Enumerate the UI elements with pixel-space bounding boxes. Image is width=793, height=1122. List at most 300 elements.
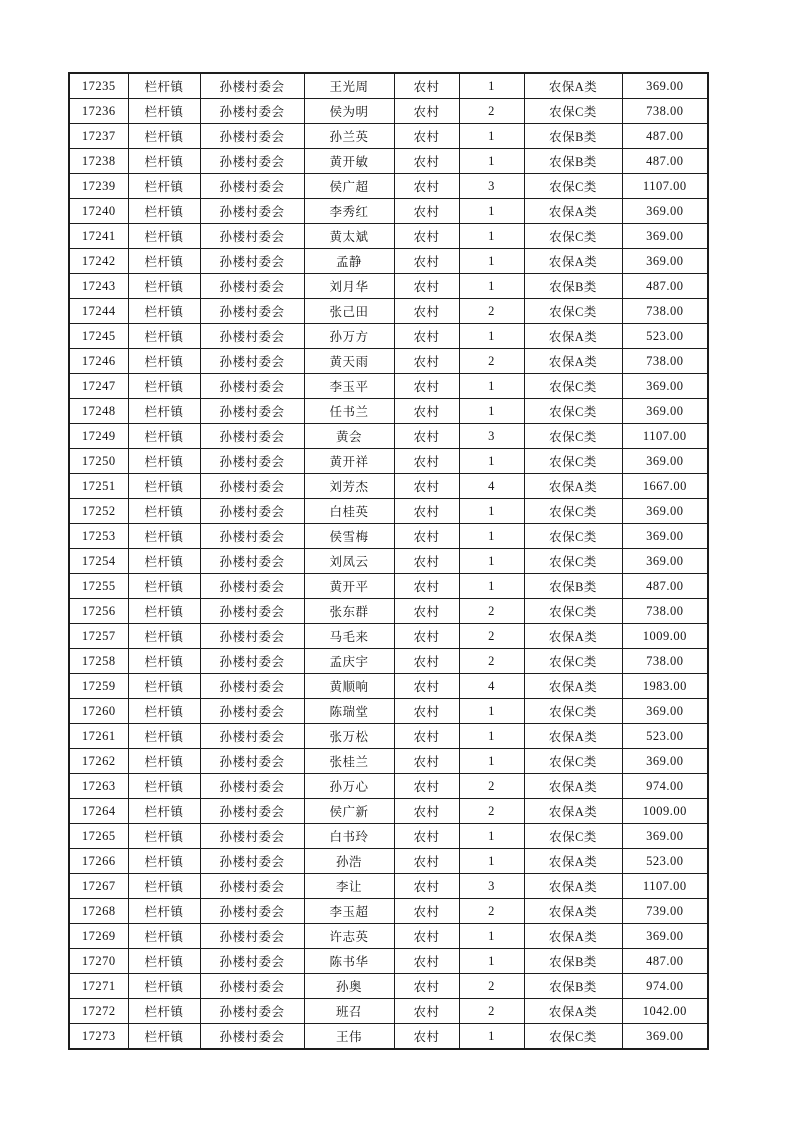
cell-village-committee: 孙楼村委会 bbox=[200, 174, 304, 199]
cell-village-committee: 孙楼村委会 bbox=[200, 774, 304, 799]
cell-residence-type: 农村 bbox=[394, 499, 459, 524]
cell-residence-type: 农村 bbox=[394, 724, 459, 749]
cell-person-count: 2 bbox=[459, 999, 524, 1024]
cell-person-count: 2 bbox=[459, 624, 524, 649]
cell-village-committee: 孙楼村委会 bbox=[200, 624, 304, 649]
cell-insurance-category: 农保A类 bbox=[524, 674, 622, 699]
cell-serial-number: 17248 bbox=[69, 399, 128, 424]
table-row bbox=[69, 599, 708, 624]
table-row bbox=[69, 624, 708, 649]
table-row bbox=[69, 674, 708, 699]
cell-residence-type: 农村 bbox=[394, 549, 459, 574]
cell-person-name: 黄天雨 bbox=[304, 349, 394, 374]
cell-person-name: 李让 bbox=[304, 874, 394, 899]
cell-serial-number: 17261 bbox=[69, 724, 128, 749]
cell-insurance-category: 农保A类 bbox=[524, 199, 622, 224]
cell-insurance-category: 农保C类 bbox=[524, 99, 622, 124]
cell-insurance-category: 农保C类 bbox=[524, 174, 622, 199]
cell-amount: 739.00 bbox=[622, 899, 708, 924]
cell-person-count: 3 bbox=[459, 874, 524, 899]
table-row bbox=[69, 649, 708, 674]
cell-residence-type: 农村 bbox=[394, 424, 459, 449]
cell-person-name: 黄开祥 bbox=[304, 449, 394, 474]
cell-village-committee: 孙楼村委会 bbox=[200, 249, 304, 274]
cell-person-name: 张桂兰 bbox=[304, 749, 394, 774]
table-row bbox=[69, 749, 708, 774]
cell-amount: 369.00 bbox=[622, 1024, 708, 1050]
cell-person-count: 2 bbox=[459, 299, 524, 324]
cell-residence-type: 农村 bbox=[394, 624, 459, 649]
cell-person-name: 白书玲 bbox=[304, 824, 394, 849]
table-row bbox=[69, 899, 708, 924]
cell-person-count: 2 bbox=[459, 649, 524, 674]
cell-person-name: 张万松 bbox=[304, 724, 394, 749]
cell-person-name: 张东群 bbox=[304, 599, 394, 624]
cell-serial-number: 17250 bbox=[69, 449, 128, 474]
cell-village-committee: 孙楼村委会 bbox=[200, 1024, 304, 1050]
cell-amount: 369.00 bbox=[622, 199, 708, 224]
cell-residence-type: 农村 bbox=[394, 324, 459, 349]
cell-person-count: 1 bbox=[459, 849, 524, 874]
table-row bbox=[69, 174, 708, 199]
cell-person-name: 侯雪梅 bbox=[304, 524, 394, 549]
cell-person-count: 2 bbox=[459, 774, 524, 799]
cell-amount: 1983.00 bbox=[622, 674, 708, 699]
cell-amount: 1009.00 bbox=[622, 799, 708, 824]
cell-residence-type: 农村 bbox=[394, 299, 459, 324]
cell-person-name: 陈书华 bbox=[304, 949, 394, 974]
table-row bbox=[69, 549, 708, 574]
cell-person-name: 黄顺响 bbox=[304, 674, 394, 699]
cell-town: 栏杆镇 bbox=[128, 374, 200, 399]
cell-amount: 738.00 bbox=[622, 649, 708, 674]
cell-serial-number: 17235 bbox=[69, 73, 128, 99]
cell-village-committee: 孙楼村委会 bbox=[200, 374, 304, 399]
cell-residence-type: 农村 bbox=[394, 599, 459, 624]
cell-person-name: 刘凤云 bbox=[304, 549, 394, 574]
cell-village-committee: 孙楼村委会 bbox=[200, 524, 304, 549]
cell-person-count: 1 bbox=[459, 449, 524, 474]
cell-village-committee: 孙楼村委会 bbox=[200, 999, 304, 1024]
cell-amount: 738.00 bbox=[622, 299, 708, 324]
cell-serial-number: 17241 bbox=[69, 224, 128, 249]
cell-person-name: 李秀红 bbox=[304, 199, 394, 224]
cell-insurance-category: 农保C类 bbox=[524, 699, 622, 724]
cell-village-committee: 孙楼村委会 bbox=[200, 449, 304, 474]
cell-village-committee: 孙楼村委会 bbox=[200, 824, 304, 849]
cell-person-name: 黄开敏 bbox=[304, 149, 394, 174]
cell-serial-number: 17266 bbox=[69, 849, 128, 874]
table-row bbox=[69, 824, 708, 849]
cell-person-count: 1 bbox=[459, 149, 524, 174]
cell-person-count: 1 bbox=[459, 824, 524, 849]
cell-village-committee: 孙楼村委会 bbox=[200, 924, 304, 949]
cell-insurance-category: 农保C类 bbox=[524, 649, 622, 674]
cell-person-count: 2 bbox=[459, 974, 524, 999]
cell-amount: 974.00 bbox=[622, 774, 708, 799]
cell-insurance-category: 农保C类 bbox=[524, 499, 622, 524]
cell-person-name: 孙万心 bbox=[304, 774, 394, 799]
table-row bbox=[69, 1024, 708, 1050]
cell-person-name: 李玉超 bbox=[304, 899, 394, 924]
cell-insurance-category: 农保B类 bbox=[524, 124, 622, 149]
cell-village-committee: 孙楼村委会 bbox=[200, 124, 304, 149]
cell-person-count: 2 bbox=[459, 99, 524, 124]
cell-residence-type: 农村 bbox=[394, 799, 459, 824]
cell-amount: 369.00 bbox=[622, 224, 708, 249]
cell-amount: 369.00 bbox=[622, 749, 708, 774]
cell-town: 栏杆镇 bbox=[128, 624, 200, 649]
cell-residence-type: 农村 bbox=[394, 73, 459, 99]
cell-village-committee: 孙楼村委会 bbox=[200, 299, 304, 324]
table-row bbox=[69, 849, 708, 874]
cell-serial-number: 17273 bbox=[69, 1024, 128, 1050]
cell-person-count: 1 bbox=[459, 374, 524, 399]
cell-town: 栏杆镇 bbox=[128, 574, 200, 599]
table-row bbox=[69, 199, 708, 224]
cell-town: 栏杆镇 bbox=[128, 299, 200, 324]
cell-person-name: 侯为明 bbox=[304, 99, 394, 124]
cell-insurance-category: 农保A类 bbox=[524, 724, 622, 749]
cell-person-count: 1 bbox=[459, 749, 524, 774]
cell-amount: 1667.00 bbox=[622, 474, 708, 499]
welfare-roster-table bbox=[68, 72, 709, 1050]
cell-serial-number: 17239 bbox=[69, 174, 128, 199]
cell-village-committee: 孙楼村委会 bbox=[200, 699, 304, 724]
cell-residence-type: 农村 bbox=[394, 449, 459, 474]
cell-village-committee: 孙楼村委会 bbox=[200, 73, 304, 99]
cell-person-count: 1 bbox=[459, 724, 524, 749]
cell-village-committee: 孙楼村委会 bbox=[200, 599, 304, 624]
cell-amount: 369.00 bbox=[622, 449, 708, 474]
cell-insurance-category: 农保A类 bbox=[524, 349, 622, 374]
cell-town: 栏杆镇 bbox=[128, 1024, 200, 1050]
cell-serial-number: 17267 bbox=[69, 874, 128, 899]
cell-village-committee: 孙楼村委会 bbox=[200, 274, 304, 299]
cell-serial-number: 17255 bbox=[69, 574, 128, 599]
cell-person-name: 张己田 bbox=[304, 299, 394, 324]
table-row bbox=[69, 99, 708, 124]
table-row bbox=[69, 924, 708, 949]
cell-serial-number: 17262 bbox=[69, 749, 128, 774]
cell-residence-type: 农村 bbox=[394, 924, 459, 949]
cell-person-name: 陈瑞堂 bbox=[304, 699, 394, 724]
cell-village-committee: 孙楼村委会 bbox=[200, 424, 304, 449]
cell-serial-number: 17272 bbox=[69, 999, 128, 1024]
cell-person-count: 2 bbox=[459, 899, 524, 924]
table-body bbox=[69, 73, 708, 1049]
cell-town: 栏杆镇 bbox=[128, 999, 200, 1024]
cell-residence-type: 农村 bbox=[394, 999, 459, 1024]
cell-amount: 369.00 bbox=[622, 399, 708, 424]
cell-person-name: 黄太斌 bbox=[304, 224, 394, 249]
cell-insurance-category: 农保C类 bbox=[524, 449, 622, 474]
cell-town: 栏杆镇 bbox=[128, 899, 200, 924]
cell-insurance-category: 农保A类 bbox=[524, 799, 622, 824]
cell-town: 栏杆镇 bbox=[128, 974, 200, 999]
cell-residence-type: 农村 bbox=[394, 199, 459, 224]
cell-serial-number: 17245 bbox=[69, 324, 128, 349]
cell-person-count: 4 bbox=[459, 474, 524, 499]
table-row bbox=[69, 349, 708, 374]
cell-amount: 974.00 bbox=[622, 974, 708, 999]
cell-insurance-category: 农保C类 bbox=[524, 224, 622, 249]
cell-residence-type: 农村 bbox=[394, 674, 459, 699]
cell-serial-number: 17243 bbox=[69, 274, 128, 299]
cell-town: 栏杆镇 bbox=[128, 849, 200, 874]
cell-person-name: 马毛来 bbox=[304, 624, 394, 649]
cell-insurance-category: 农保A类 bbox=[524, 324, 622, 349]
table-row bbox=[69, 299, 708, 324]
cell-person-name: 侯广新 bbox=[304, 799, 394, 824]
table-row bbox=[69, 73, 708, 99]
cell-village-committee: 孙楼村委会 bbox=[200, 849, 304, 874]
cell-person-count: 1 bbox=[459, 124, 524, 149]
cell-serial-number: 17247 bbox=[69, 374, 128, 399]
cell-person-name: 黄会 bbox=[304, 424, 394, 449]
table-row bbox=[69, 274, 708, 299]
table-row bbox=[69, 374, 708, 399]
cell-amount: 1042.00 bbox=[622, 999, 708, 1024]
table-row bbox=[69, 124, 708, 149]
table-row bbox=[69, 499, 708, 524]
cell-village-committee: 孙楼村委会 bbox=[200, 899, 304, 924]
cell-residence-type: 农村 bbox=[394, 174, 459, 199]
cell-village-committee: 孙楼村委会 bbox=[200, 974, 304, 999]
cell-person-count: 4 bbox=[459, 674, 524, 699]
cell-village-committee: 孙楼村委会 bbox=[200, 549, 304, 574]
cell-town: 栏杆镇 bbox=[128, 549, 200, 574]
cell-insurance-category: 农保C类 bbox=[524, 399, 622, 424]
cell-person-count: 2 bbox=[459, 799, 524, 824]
cell-village-committee: 孙楼村委会 bbox=[200, 399, 304, 424]
cell-town: 栏杆镇 bbox=[128, 499, 200, 524]
cell-person-name: 孙万方 bbox=[304, 324, 394, 349]
cell-village-committee: 孙楼村委会 bbox=[200, 874, 304, 899]
cell-residence-type: 农村 bbox=[394, 249, 459, 274]
cell-residence-type: 农村 bbox=[394, 274, 459, 299]
cell-insurance-category: 农保B类 bbox=[524, 149, 622, 174]
cell-amount: 487.00 bbox=[622, 274, 708, 299]
cell-town: 栏杆镇 bbox=[128, 449, 200, 474]
cell-amount: 487.00 bbox=[622, 574, 708, 599]
cell-insurance-category: 农保A类 bbox=[524, 849, 622, 874]
cell-serial-number: 17269 bbox=[69, 924, 128, 949]
cell-insurance-category: 农保A类 bbox=[524, 624, 622, 649]
cell-amount: 369.00 bbox=[622, 524, 708, 549]
cell-town: 栏杆镇 bbox=[128, 874, 200, 899]
cell-person-count: 1 bbox=[459, 549, 524, 574]
cell-residence-type: 农村 bbox=[394, 974, 459, 999]
cell-serial-number: 17238 bbox=[69, 149, 128, 174]
cell-residence-type: 农村 bbox=[394, 899, 459, 924]
cell-town: 栏杆镇 bbox=[128, 274, 200, 299]
cell-person-name: 班召 bbox=[304, 999, 394, 1024]
cell-serial-number: 17237 bbox=[69, 124, 128, 149]
cell-insurance-category: 农保A类 bbox=[524, 899, 622, 924]
cell-person-name: 王光周 bbox=[304, 73, 394, 99]
cell-amount: 369.00 bbox=[622, 73, 708, 99]
cell-person-name: 黄开平 bbox=[304, 574, 394, 599]
cell-amount: 1107.00 bbox=[622, 424, 708, 449]
cell-town: 栏杆镇 bbox=[128, 349, 200, 374]
cell-serial-number: 17268 bbox=[69, 899, 128, 924]
cell-person-name: 王伟 bbox=[304, 1024, 394, 1050]
cell-town: 栏杆镇 bbox=[128, 124, 200, 149]
cell-serial-number: 17251 bbox=[69, 474, 128, 499]
cell-town: 栏杆镇 bbox=[128, 324, 200, 349]
table-row bbox=[69, 424, 708, 449]
cell-village-committee: 孙楼村委会 bbox=[200, 99, 304, 124]
cell-town: 栏杆镇 bbox=[128, 749, 200, 774]
cell-village-committee: 孙楼村委会 bbox=[200, 649, 304, 674]
table-row bbox=[69, 249, 708, 274]
cell-serial-number: 17246 bbox=[69, 349, 128, 374]
cell-serial-number: 17265 bbox=[69, 824, 128, 849]
cell-residence-type: 农村 bbox=[394, 399, 459, 424]
cell-residence-type: 农村 bbox=[394, 824, 459, 849]
table-row bbox=[69, 524, 708, 549]
table-row bbox=[69, 474, 708, 499]
cell-person-name: 孟庆宇 bbox=[304, 649, 394, 674]
cell-town: 栏杆镇 bbox=[128, 949, 200, 974]
cell-residence-type: 农村 bbox=[394, 849, 459, 874]
cell-village-committee: 孙楼村委会 bbox=[200, 199, 304, 224]
cell-insurance-category: 农保C类 bbox=[524, 824, 622, 849]
cell-insurance-category: 农保C类 bbox=[524, 1024, 622, 1050]
cell-amount: 1009.00 bbox=[622, 624, 708, 649]
cell-person-count: 1 bbox=[459, 324, 524, 349]
cell-amount: 369.00 bbox=[622, 499, 708, 524]
cell-insurance-category: 农保C类 bbox=[524, 524, 622, 549]
cell-person-count: 1 bbox=[459, 1024, 524, 1050]
cell-person-name: 侯广超 bbox=[304, 174, 394, 199]
cell-amount: 523.00 bbox=[622, 324, 708, 349]
cell-person-name: 孙奥 bbox=[304, 974, 394, 999]
cell-serial-number: 17254 bbox=[69, 549, 128, 574]
cell-serial-number: 17256 bbox=[69, 599, 128, 624]
cell-village-committee: 孙楼村委会 bbox=[200, 724, 304, 749]
cell-village-committee: 孙楼村委会 bbox=[200, 324, 304, 349]
cell-residence-type: 农村 bbox=[394, 774, 459, 799]
cell-amount: 738.00 bbox=[622, 599, 708, 624]
cell-serial-number: 17260 bbox=[69, 699, 128, 724]
table-row bbox=[69, 774, 708, 799]
table-row bbox=[69, 699, 708, 724]
cell-serial-number: 17242 bbox=[69, 249, 128, 274]
cell-person-count: 1 bbox=[459, 949, 524, 974]
cell-residence-type: 农村 bbox=[394, 649, 459, 674]
cell-village-committee: 孙楼村委会 bbox=[200, 749, 304, 774]
cell-amount: 523.00 bbox=[622, 724, 708, 749]
cell-village-committee: 孙楼村委会 bbox=[200, 224, 304, 249]
table-row bbox=[69, 149, 708, 174]
cell-town: 栏杆镇 bbox=[128, 174, 200, 199]
cell-person-name: 刘芳杰 bbox=[304, 474, 394, 499]
cell-residence-type: 农村 bbox=[394, 349, 459, 374]
table-row bbox=[69, 324, 708, 349]
cell-residence-type: 农村 bbox=[394, 99, 459, 124]
cell-town: 栏杆镇 bbox=[128, 924, 200, 949]
cell-town: 栏杆镇 bbox=[128, 699, 200, 724]
table-row bbox=[69, 449, 708, 474]
cell-insurance-category: 农保B类 bbox=[524, 274, 622, 299]
cell-residence-type: 农村 bbox=[394, 224, 459, 249]
cell-person-name: 任书兰 bbox=[304, 399, 394, 424]
cell-person-count: 1 bbox=[459, 73, 524, 99]
cell-person-count: 1 bbox=[459, 274, 524, 299]
cell-person-count: 1 bbox=[459, 524, 524, 549]
cell-insurance-category: 农保C类 bbox=[524, 749, 622, 774]
cell-person-name: 孙兰英 bbox=[304, 124, 394, 149]
cell-serial-number: 17252 bbox=[69, 499, 128, 524]
cell-amount: 487.00 bbox=[622, 949, 708, 974]
cell-person-count: 1 bbox=[459, 399, 524, 424]
cell-person-count: 1 bbox=[459, 249, 524, 274]
cell-person-name: 孟静 bbox=[304, 249, 394, 274]
cell-residence-type: 农村 bbox=[394, 1024, 459, 1050]
cell-amount: 369.00 bbox=[622, 549, 708, 574]
cell-serial-number: 17253 bbox=[69, 524, 128, 549]
cell-serial-number: 17258 bbox=[69, 649, 128, 674]
cell-residence-type: 农村 bbox=[394, 699, 459, 724]
cell-insurance-category: 农保A类 bbox=[524, 249, 622, 274]
cell-insurance-category: 农保A类 bbox=[524, 999, 622, 1024]
cell-insurance-category: 农保C类 bbox=[524, 549, 622, 574]
cell-insurance-category: 农保B类 bbox=[524, 949, 622, 974]
cell-insurance-category: 农保A类 bbox=[524, 874, 622, 899]
cell-residence-type: 农村 bbox=[394, 374, 459, 399]
cell-serial-number: 17236 bbox=[69, 99, 128, 124]
cell-village-committee: 孙楼村委会 bbox=[200, 474, 304, 499]
cell-insurance-category: 农保C类 bbox=[524, 424, 622, 449]
cell-person-count: 1 bbox=[459, 199, 524, 224]
cell-person-name: 孙浩 bbox=[304, 849, 394, 874]
cell-residence-type: 农村 bbox=[394, 474, 459, 499]
cell-residence-type: 农村 bbox=[394, 874, 459, 899]
table-row bbox=[69, 874, 708, 899]
cell-serial-number: 17259 bbox=[69, 674, 128, 699]
cell-town: 栏杆镇 bbox=[128, 599, 200, 624]
cell-village-committee: 孙楼村委会 bbox=[200, 799, 304, 824]
cell-residence-type: 农村 bbox=[394, 524, 459, 549]
cell-village-committee: 孙楼村委会 bbox=[200, 674, 304, 699]
table-row bbox=[69, 224, 708, 249]
cell-residence-type: 农村 bbox=[394, 949, 459, 974]
cell-residence-type: 农村 bbox=[394, 574, 459, 599]
cell-person-count: 2 bbox=[459, 599, 524, 624]
cell-town: 栏杆镇 bbox=[128, 424, 200, 449]
cell-person-count: 1 bbox=[459, 499, 524, 524]
cell-amount: 369.00 bbox=[622, 374, 708, 399]
cell-town: 栏杆镇 bbox=[128, 799, 200, 824]
cell-person-count: 1 bbox=[459, 699, 524, 724]
cell-amount: 369.00 bbox=[622, 699, 708, 724]
cell-person-count: 2 bbox=[459, 349, 524, 374]
cell-town: 栏杆镇 bbox=[128, 724, 200, 749]
cell-village-committee: 孙楼村委会 bbox=[200, 574, 304, 599]
cell-amount: 738.00 bbox=[622, 349, 708, 374]
cell-town: 栏杆镇 bbox=[128, 249, 200, 274]
table-row bbox=[69, 574, 708, 599]
cell-serial-number: 17271 bbox=[69, 974, 128, 999]
cell-insurance-category: 农保C类 bbox=[524, 599, 622, 624]
cell-residence-type: 农村 bbox=[394, 124, 459, 149]
cell-amount: 1107.00 bbox=[622, 174, 708, 199]
cell-village-committee: 孙楼村委会 bbox=[200, 499, 304, 524]
cell-serial-number: 17257 bbox=[69, 624, 128, 649]
cell-insurance-category: 农保B类 bbox=[524, 574, 622, 599]
